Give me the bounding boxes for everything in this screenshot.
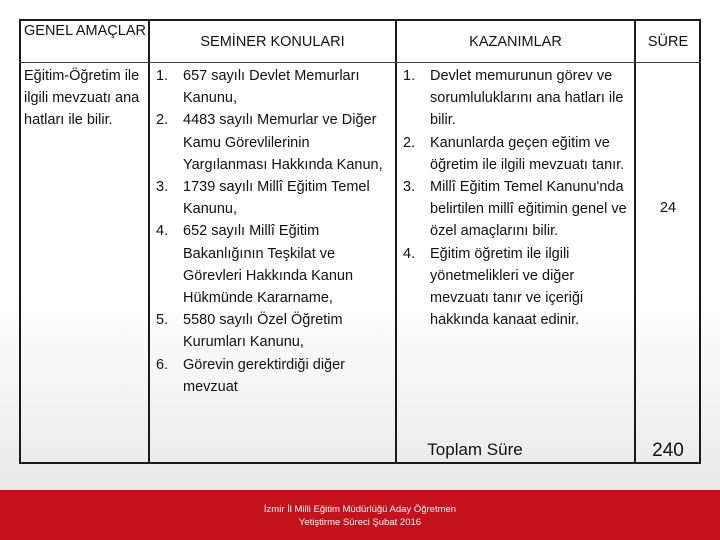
outcomes-list bbox=[403, 65, 633, 331]
column-divider bbox=[634, 19, 636, 464]
topic-text: 657 sayılı Devlet Memurları Kanunu, bbox=[183, 68, 360, 107]
outcome-number: 1. bbox=[403, 68, 416, 84]
topic-number: 3. bbox=[156, 179, 169, 196]
outcome-text: Eğitim öğretim ile ilgili yönetmelikleri ve diğer mevzuatı tanır ve içeriği hakkında kanaat edinir. bbox=[430, 245, 584, 329]
footer-line-2: Yetiştirme Süreci Şubat 2016 bbox=[298, 517, 422, 528]
duration-value: 24 bbox=[659, 200, 677, 216]
topic-item bbox=[156, 176, 396, 220]
topic-item bbox=[156, 220, 396, 309]
topic-text: 5580 sayılı Özel Öğretim Kurumları Kanunu, bbox=[183, 312, 343, 351]
outcome-text: Devlet memurunun görev ve sorumluluklarını ana hatları ile bilir. bbox=[430, 68, 624, 129]
topic-text: Görevin gerektirdiği diğer mevzuat bbox=[183, 356, 345, 395]
topic-item bbox=[156, 309, 396, 353]
seminar-topics-list bbox=[156, 65, 396, 398]
header-divider bbox=[19, 62, 701, 63]
total-duration-value: 240 bbox=[652, 440, 684, 461]
outcome-number: 3. bbox=[403, 179, 416, 196]
topic-number: 4. bbox=[156, 223, 169, 240]
footer-line-1: İzmir İl Milli Eğitim Müdürlüğü Aday Öğretmen bbox=[263, 504, 457, 515]
outcome-item bbox=[403, 65, 633, 132]
topic-item bbox=[156, 109, 396, 176]
outcome-text: Millî Eğitim Temel Kanunu'nda belirtilen millî eğitimin genel ve özel amaçlarını bilir. bbox=[430, 179, 627, 240]
total-duration-label: Toplam Süre bbox=[427, 440, 523, 459]
topic-number: 1. bbox=[156, 68, 169, 84]
outcome-item bbox=[403, 176, 633, 243]
header-duration: SÜRE bbox=[647, 34, 689, 50]
outcome-text: Kanunlarda geçen eğitim ve öğretim ile ilgili mevzuatı tanır. bbox=[430, 134, 625, 173]
outcome-item bbox=[403, 132, 633, 176]
topic-number: 5. bbox=[156, 312, 169, 329]
topic-text: 652 sayılı Millî Eğitim Bakanlığının Teşkilat ve Görevleri Hakkında Kanun Hükmünde Kararname, bbox=[183, 223, 354, 307]
footer-text bbox=[0, 503, 720, 529]
topic-item bbox=[156, 354, 396, 398]
topic-number: 2. bbox=[156, 112, 169, 129]
header-goals: GENEL AMAÇLAR bbox=[24, 23, 146, 39]
outcome-item bbox=[403, 243, 633, 332]
outcome-number: 4. bbox=[403, 245, 416, 262]
header-topics: SEMİNER KONULARI bbox=[200, 34, 345, 50]
header-outcomes: KAZANIMLAR bbox=[469, 34, 562, 50]
topic-text: 4483 sayılı Memurlar ve Diğer Kamu Görevlilerinin Yargılanması Hakkında Kanun, bbox=[183, 112, 383, 173]
topic-number: 6. bbox=[156, 356, 169, 373]
topic-text: 1739 sayılı Millî Eğitim Temel Kanunu, bbox=[183, 179, 370, 218]
outcome-number: 2. bbox=[403, 134, 416, 151]
topic-item bbox=[156, 65, 396, 109]
general-goal-text: Eğitim-Öğretim ile ilgili mevzuatı ana hatları ile bilir. bbox=[24, 68, 140, 129]
